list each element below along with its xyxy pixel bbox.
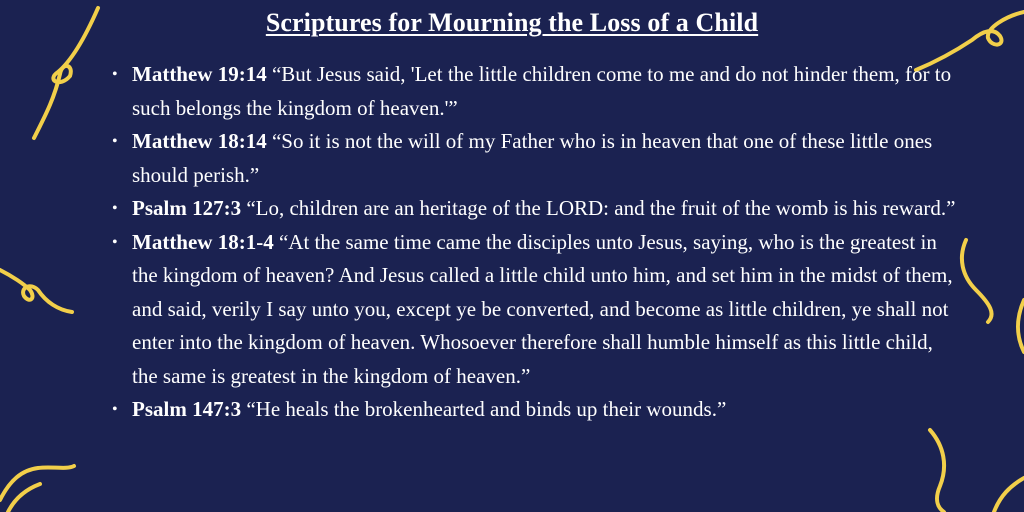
verse-text: “Lo, children are an heritage of the LORD: and the fruit of the womb is his reward.” (246, 196, 956, 220)
verse-reference: Psalm 147:3 (132, 397, 242, 421)
verse-reference: Matthew 19:14 (132, 62, 267, 86)
bullet-icon: • (112, 133, 118, 150)
verse-list (112, 58, 962, 427)
bullet-icon: • (112, 233, 118, 251)
ribbon-right-edge (1018, 300, 1024, 352)
bullet-icon: • (112, 401, 118, 418)
verse-text: “So it is not the will of my Father who is in heaven that one of these little ones should perish.” (132, 129, 933, 187)
verse-reference: Psalm 127:3 (132, 196, 242, 220)
verse-reference: Matthew 18:1-4 (132, 229, 274, 254)
verse-item (112, 125, 962, 192)
verse-text: “At the same time came the disciples unto Jesus, saying, who is the greatest in the kingdom of heaven? And Jesus called a little child unto him, and set him in the midst of them, and said, verily I say unto you, except ye be converted, and become as little children, ye shall not enter into the kingdom of heaven. Whosoever therefore shall humble himself as this little child, the same is greatest in the kingdom of heaven.” (132, 229, 953, 388)
verse-item (112, 226, 962, 394)
verse-item (112, 58, 962, 125)
verse-reference: Matthew 18:14 (132, 129, 267, 153)
verse-text: “But Jesus said, 'Let the little children come to me and do not hinder them, for to such belongs the kingdom of heaven.'” (132, 62, 952, 120)
page-title: Scriptures for Mourning the Loss of a Child (265, 8, 759, 37)
bullet-icon: • (112, 66, 118, 83)
ribbon-right-middle (962, 240, 992, 322)
ribbon-bottom-left (0, 466, 74, 500)
verse-text: “He heals the brokenhearted and binds up their wounds.” (246, 397, 727, 421)
verse-item (112, 192, 962, 226)
ribbon-bottom-right (930, 430, 944, 512)
verse-item (112, 393, 962, 427)
ribbon-left-middle (0, 270, 72, 312)
ribbon-bottom-left-2 (8, 484, 40, 512)
bullet-icon: • (112, 200, 118, 217)
ribbon-bottom-right-2 (994, 478, 1024, 512)
